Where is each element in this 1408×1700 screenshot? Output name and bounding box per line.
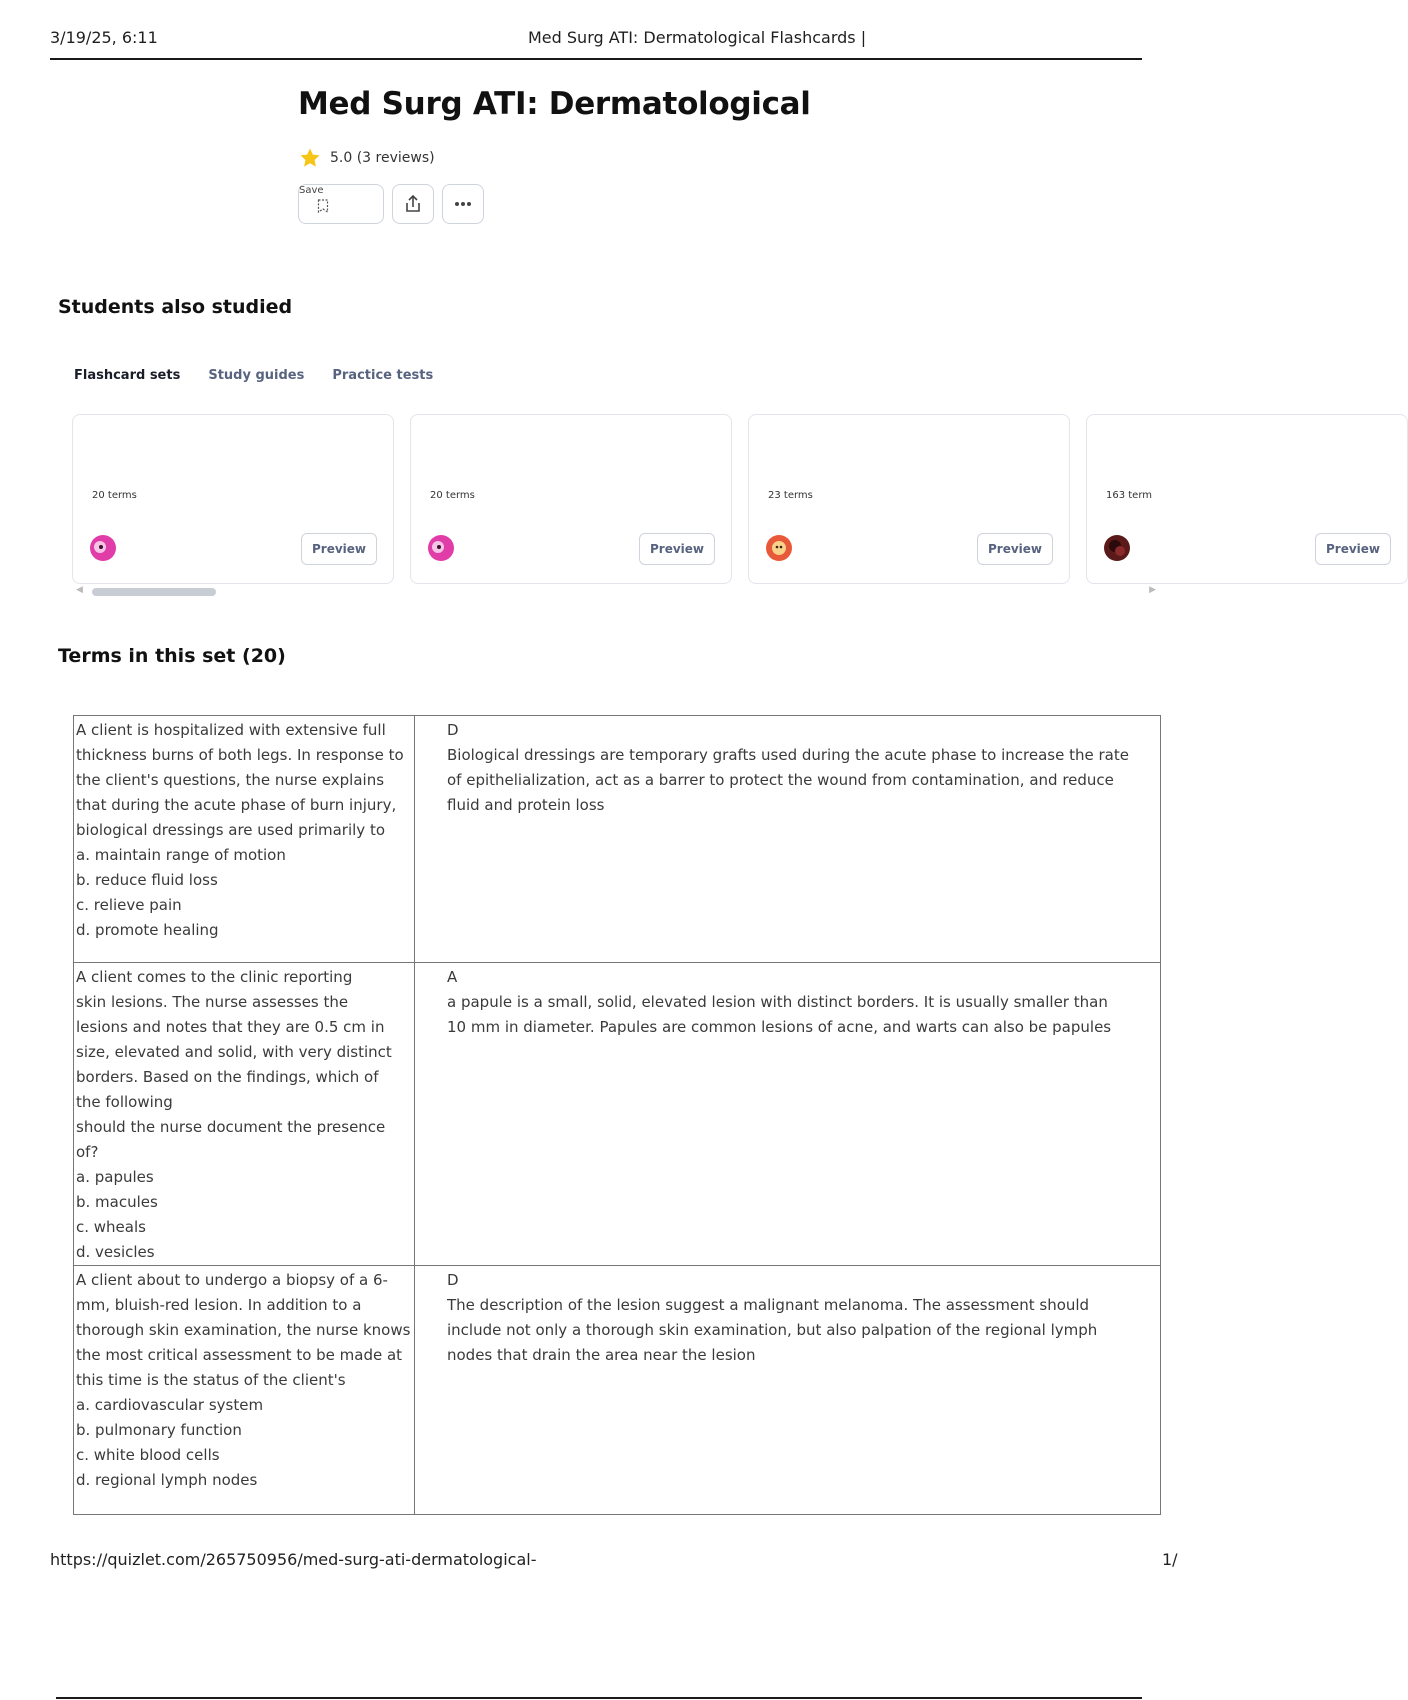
print-footer-page: 1/ [1162,1550,1178,1569]
term-line: c. wheals [76,1218,146,1236]
term-line: skin lesions. The nurse assesses the [76,993,349,1011]
table-row [74,1266,1161,1515]
term-line: this time is the status of the client's [76,1371,346,1389]
term-line: b. pulmonary function [76,1421,242,1439]
definition-text: Biological dressings are temporary grafts used during the acute phase to increase the rate of epithelialization, act as a barrer to protect the wound from contamination, and reduce fluid and protein loss [447,746,1129,814]
carousel-scrollbar[interactable] [72,585,1160,598]
answer-letter: D [447,1271,459,1289]
term-line: A client is hospitalized with extensive full [76,721,386,739]
related-set-card[interactable] [748,414,1070,584]
save-label: Save [299,185,324,196]
term-cell [74,963,415,1266]
card-term-count: 20 terms [430,490,475,501]
term-cell [74,1266,415,1515]
set-actions [298,184,484,224]
term-line: a. maintain range of motion [76,846,286,864]
term-line: A client about to undergo a biopsy of a 6- [76,1271,388,1289]
term-line: c. white blood cells [76,1446,220,1464]
tab-study-guides[interactable]: Study guides [208,368,305,383]
term-line: biological dressings are used primarily to [76,821,386,839]
term-line: borders. Based on the findings, which of [76,1068,379,1086]
bookmark-icon [317,199,329,213]
scrollbar-thumb[interactable] [92,588,216,596]
students-also-studied-heading: Students also studied [58,296,293,318]
term-line: a. papules [76,1168,154,1186]
print-header [50,28,1142,60]
print-footer-url: https://quizlet.com/265750956/med-surg-ati-dermatological- [50,1550,537,1569]
term-cell [74,716,415,963]
share-icon [403,194,423,214]
set-title: Med Surg ATI: Dermatological [298,86,811,122]
preview-button[interactable]: Preview [639,533,715,565]
avatar[interactable] [90,535,116,561]
avatar[interactable] [1104,535,1130,561]
card-term-count: 20 terms [92,490,137,501]
definition-cell [415,1266,1161,1515]
related-set-card[interactable] [1086,414,1408,584]
definition-text: a papule is a small, solid, elevated lesion with distinct borders. It is usually smaller than 10 mm in diameter. Papules are common lesions of acne, and warts can also be papules [447,993,1112,1036]
term-line: the following [76,1093,173,1111]
rating [298,146,435,170]
term-line: thickness burns of both legs. In response to [76,746,404,764]
more-icon [453,201,473,207]
term-line: that during the acute phase of burn injury, [76,796,397,814]
term-line: should the nurse document the presence [76,1118,386,1136]
term-line: b. reduce fluid loss [76,871,218,889]
avatar[interactable] [766,535,792,561]
more-options-button[interactable] [442,184,484,224]
preview-button[interactable]: Preview [1315,533,1391,565]
related-set-card[interactable] [72,414,394,584]
answer-letter: D [447,721,459,739]
term-line: mm, bluish-red lesion. In addition to a [76,1296,362,1314]
term-line: d. promote healing [76,921,219,939]
print-title: Med Surg ATI: Dermatological Flashcards | [528,28,867,47]
share-button[interactable] [392,184,434,224]
print-date: 3/19/25, 6:11 [50,28,158,47]
tab-practice-tests[interactable]: Practice tests [332,368,434,383]
term-line: a. cardiovascular system [76,1396,264,1414]
term-line: c. relieve pain [76,896,182,914]
term-line: the client's questions, the nurse explains [76,771,385,789]
card-term-count: 23 terms [768,490,813,501]
term-line: A client comes to the clinic reporting [76,968,353,986]
preview-button[interactable]: Preview [977,533,1053,565]
rating-text: 5.0 (3 reviews) [330,150,435,166]
term-line: of? [76,1143,99,1161]
answer-letter: A [447,968,458,986]
terms-heading: Terms in this set (20) [58,645,286,667]
table-row [74,963,1161,1266]
page-divider [56,1697,1142,1699]
card-term-count: 163 term [1106,490,1153,501]
avatar[interactable] [428,535,454,561]
definition-cell [415,963,1161,1266]
study-tabs [74,368,433,383]
preview-button[interactable]: Preview [301,533,377,565]
scroll-left-icon[interactable]: ◀ [76,585,83,595]
term-line: size, elevated and solid, with very distinct [76,1043,392,1061]
terms-table [73,715,1161,1515]
star-icon [298,146,322,170]
definition-cell [415,716,1161,963]
term-line: thorough skin examination, the nurse knows [76,1321,411,1339]
table-row [74,716,1161,963]
related-sets-carousel [72,414,1380,600]
definition-text: The description of the lesion suggest a malignant melanoma. The assessment should include not only a thorough skin examination, but also palpation of the regional lymph nodes that drain the area near the lesion [447,1296,1098,1364]
term-line: b. macules [76,1193,158,1211]
term-line: d. vesicles [76,1243,155,1261]
scroll-right-icon[interactable]: ▶ [1149,585,1156,595]
save-button[interactable] [298,184,384,224]
term-line: the most critical assessment to be made at [76,1346,403,1364]
tab-flashcard-sets[interactable]: Flashcard sets [74,368,181,383]
related-set-card[interactable] [410,414,732,584]
term-line: d. regional lymph nodes [76,1471,258,1489]
term-line: lesions and notes that they are 0.5 cm in [76,1018,385,1036]
